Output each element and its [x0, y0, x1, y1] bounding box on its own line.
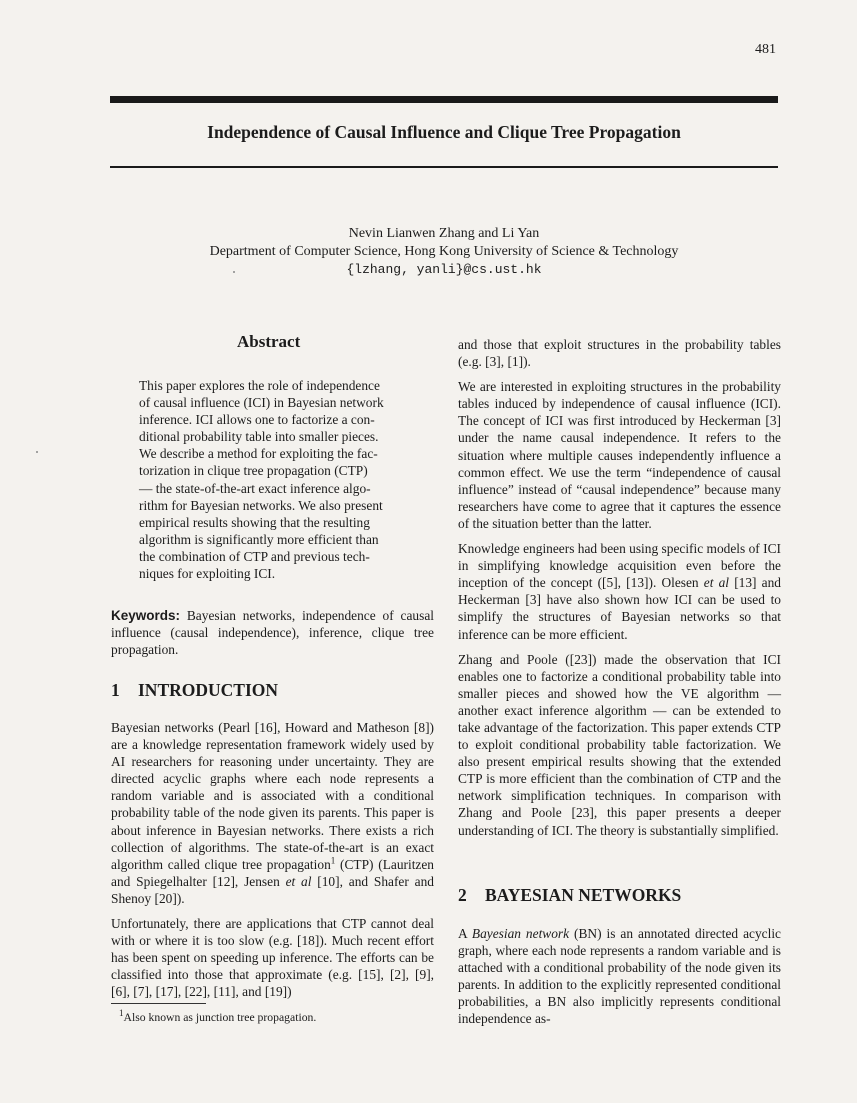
abstract-line: This paper explores the role of independence [139, 378, 380, 393]
abstract-line: torization in clique tree propagation (CTP) [139, 463, 368, 479]
section-2-body [458, 925, 781, 1028]
right-paragraph-1: We are interested in exploiting structures in the probability tables induced by independence of causal influence (ICI). The concept of ICI was first introduced by Heckerman [3] under the name causal independence. It refers to the situation where multiple causes independently influence a common effect. We use the term “independence of causal influence” instead of “causal independence” because many researchers have come to agree that it captures the essence of the situation better than the latter. [458, 379, 781, 531]
intro-body [111, 719, 434, 1001]
abstract-line: niques for exploiting ICI. [139, 566, 276, 582]
section-2-paragraph-1 [458, 925, 781, 1028]
intro-paragraph-1 [111, 719, 434, 907]
author-names: Nevin Lianwen Zhang and Li Yan [348, 226, 540, 241]
section-2-heading [458, 885, 681, 906]
scan-speck [36, 451, 38, 453]
footnote [119, 1008, 317, 1025]
footnote-ref: 1 [330, 855, 336, 866]
section-2-number: 2 [458, 885, 467, 905]
abstract-line: algorithm is significantly more efficient than [139, 531, 379, 547]
defined-term: Bayesian network [471, 926, 570, 941]
author-email: {lzhang, yanli}@cs.ust.hk [346, 262, 542, 277]
intro-text: (CTP) (Lauritzen and Spiegelhalter [12], Jensen [111, 856, 434, 889]
abstract-line: of causal influence (ICI) in Bayesian network [139, 395, 384, 411]
section-1-heading [111, 680, 278, 701]
sec2-text: A [458, 926, 472, 941]
abstract-line: ditional probability table into smaller pieces. [139, 429, 379, 445]
abstract-body [139, 377, 407, 582]
right-text: Knowledge engineers had been using specific models of ICI in simplifying knowledge acquisition even before the inception of the concept ([5], [13]). Olesen [458, 541, 781, 591]
abstract-line: inference. ICI allows one to factorize a con- [139, 412, 375, 428]
section-1-number: 1 [111, 680, 120, 700]
footnote-rule [111, 1003, 206, 1004]
footnote-text: Also known as junction tree propagation. [123, 1011, 317, 1024]
abstract-heading: Abstract [237, 332, 301, 351]
title-bottom-rule [110, 166, 778, 168]
section-1-title: INTRODUCTION [138, 680, 279, 700]
right-text: [13] and Heckerman [3] have also shown how ICI can be used to simplify the structures of Bayesian networks so that inference can be more efficient. [458, 575, 782, 642]
section-2-title: BAYESIAN NETWORKS [485, 885, 682, 905]
intro-paragraph-2: Unfortunately, there are applications that CTP cannot deal with or where it is too slow (e.g. [18]). Much recent effort has been spent on speeding up inference. The efforts can be classified into those that approximate (e.g. [15], [2], [9], [6], [7], [17], [22], [11], and [19]) [111, 916, 434, 1000]
author-block [110, 225, 778, 279]
abstract-line: empirical results showing that the resulting [139, 514, 370, 530]
intro-text: Bayesian networks (Pearl [16], Howard and Matheson [8]) are a knowledge representation framework widely used by AI researchers for reasoning under uncertainty. They are directed acyclic graphs where each node represents a random variable and is associated with a conditional probability table of the node given its parents. This paper is about inference in Bayesian networks. There exists a rich collection of algorithms. The state-of-the-art is an exact algorithm called clique tree propagation [111, 720, 434, 872]
abstract-line: — the state-of-the-art exact inference algo- [139, 480, 371, 496]
page-number: 481 [755, 42, 776, 57]
right-column-body [458, 336, 781, 839]
right-paragraph-3: Zhang and Poole ([23]) made the observation that ICI enables one to factorize a conditional probability table into smaller pieces and showed how the VE algorithm — another exact inference algorithm — can be extended to take advantage of the factorization. This paper extends CTP to exploit conditional probability table factorization. We also present empirical results showing that the extended CTP is more efficient than the combination of CTP and the network simplification techniques. In comparison with Zhang and Poole [23], this paper presents a deeper understanding of ICI. The theory is substantially simplified. [458, 651, 781, 838]
intro-text: [10], and Shafer and Shenoy [20]). [111, 873, 434, 906]
abstract-line: rithm for Bayesian networks. We also present [139, 497, 383, 513]
title-top-rule [110, 96, 778, 103]
scan-speck [233, 271, 235, 273]
abstract-line: We describe a method for exploiting the fac- [139, 446, 378, 462]
right-paragraph-2 [458, 540, 781, 643]
abstract-line: the combination of CTP and previous tech- [139, 548, 370, 564]
paper-title: Independence of Causal Influence and Clique Tree Propagation [207, 122, 681, 142]
keywords-label: Keywords: [111, 608, 181, 623]
sec2-text: (BN) is an annotated directed acyclic graph, where each node represents a random variable and is attached with a conditional probability of the node given its parents. In addition to the explicitly represented conditional probabilities, a BN also implicitly represents conditional independence as- [458, 926, 781, 1027]
footnote-mark: 1 [119, 1008, 124, 1019]
author-affiliation: Department of Computer Science, Hong Kong University of Science & Technology [209, 244, 679, 259]
right-paragraph-0: and those that exploit structures in the probability tables (e.g. [3], [1]). [458, 337, 781, 370]
keywords-text: Bayesian networks, independence of causal influence (causal independence), inference, clique tree propagation. [111, 608, 434, 658]
et-al: et al [285, 873, 312, 889]
keywords-paragraph [111, 607, 434, 658]
et-al: et al [703, 575, 730, 591]
